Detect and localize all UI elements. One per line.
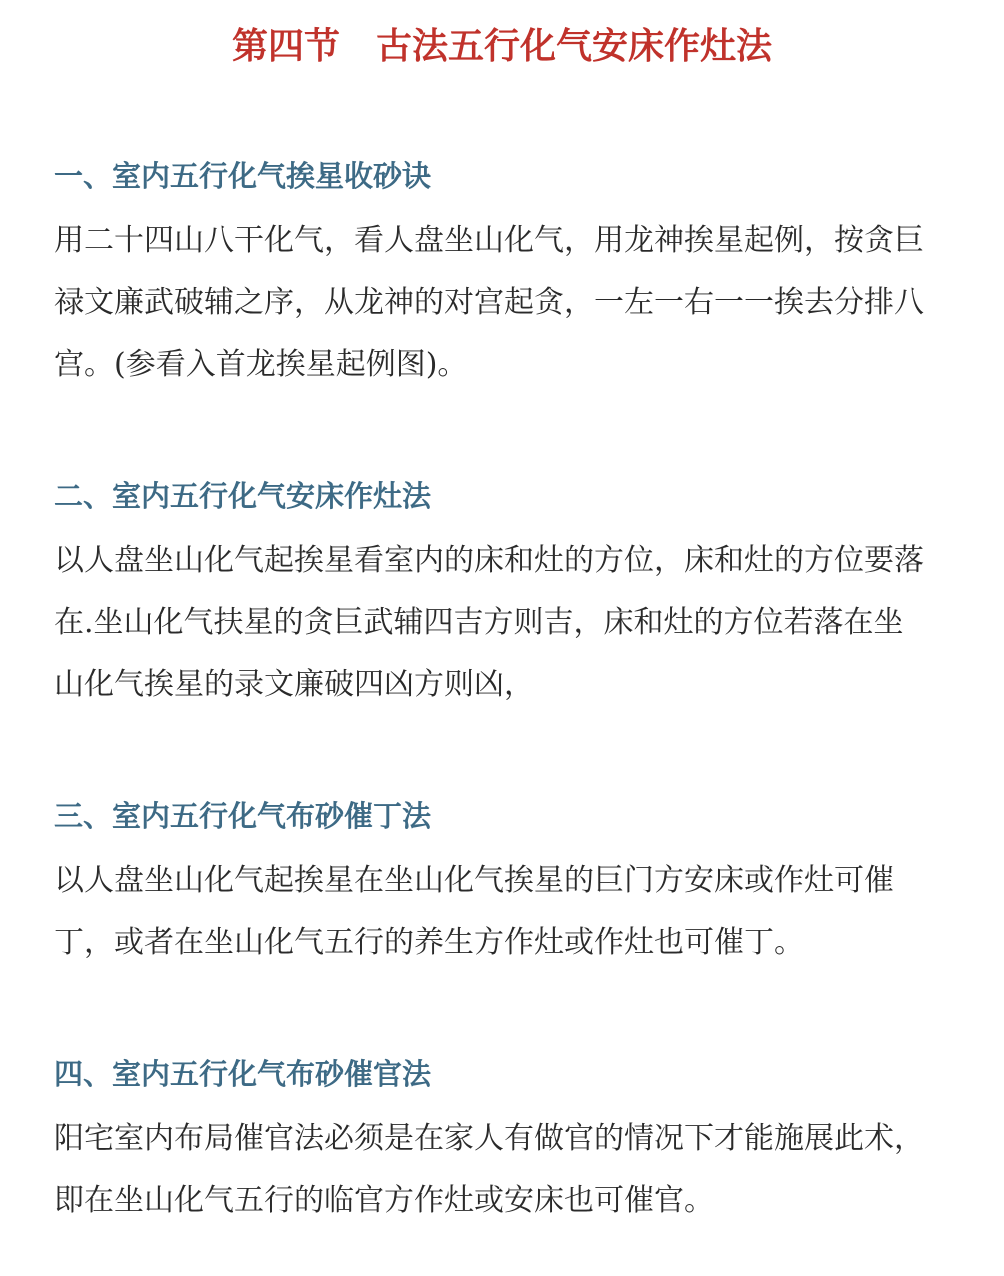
section-3 <box>54 796 954 974</box>
paragraph-line: 在.坐山化气扶星的贪巨武辅四吉方则吉，床和灶的方位若落在坐 <box>54 605 904 640</box>
paragraph-line: 宫。(参看入首龙挨星起例图)。 <box>54 347 468 382</box>
section-paragraph <box>54 850 914 974</box>
paragraph-line: 禄文廉武破辅之序，从龙神的对宫起贪，一左一右一一挨去分排八 <box>54 285 924 320</box>
section-heading: 二、室内五行化气安床作灶法 <box>54 479 432 513</box>
paragraph-line: 用二十四山八干化气，看人盘坐山化气，用龙神挨星起例，按贪巨 <box>54 223 924 258</box>
page-title: 第四节 古法五行化气安床作灶法 <box>231 26 772 67</box>
section-heading: 一、室内五行化气挨星收砂诀 <box>54 159 432 193</box>
paragraph-line: 阳宅室内布局催官法必须是在家人有做官的情况下才能施展此术， <box>54 1121 924 1156</box>
paragraph-line: 丁，或者在坐山化气五行的养生方作灶或作灶也可催丁。 <box>54 925 804 960</box>
paragraph-line: 山化气挨星的录文廉破四凶方则凶， <box>54 667 534 702</box>
paragraph-line: 以人盘坐山化气起挨星在坐山化气挨星的巨门方安床或作灶可催 <box>54 863 894 898</box>
section-paragraph <box>54 530 924 716</box>
section-1 <box>54 156 954 396</box>
section-heading: 三、室内五行化气布砂催丁法 <box>54 799 432 833</box>
paragraph-line: 以人盘坐山化气起挨星看室内的床和灶的方位，床和灶的方位要落 <box>54 543 924 578</box>
section-heading: 四、室内五行化气布砂催官法 <box>54 1057 432 1091</box>
section-2 <box>54 476 954 716</box>
section-paragraph <box>54 1108 924 1232</box>
paragraph-line: 即在坐山化气五行的临官方作灶或安床也可催官。 <box>54 1183 714 1218</box>
section-4 <box>54 1054 954 1232</box>
section-paragraph <box>54 210 924 396</box>
